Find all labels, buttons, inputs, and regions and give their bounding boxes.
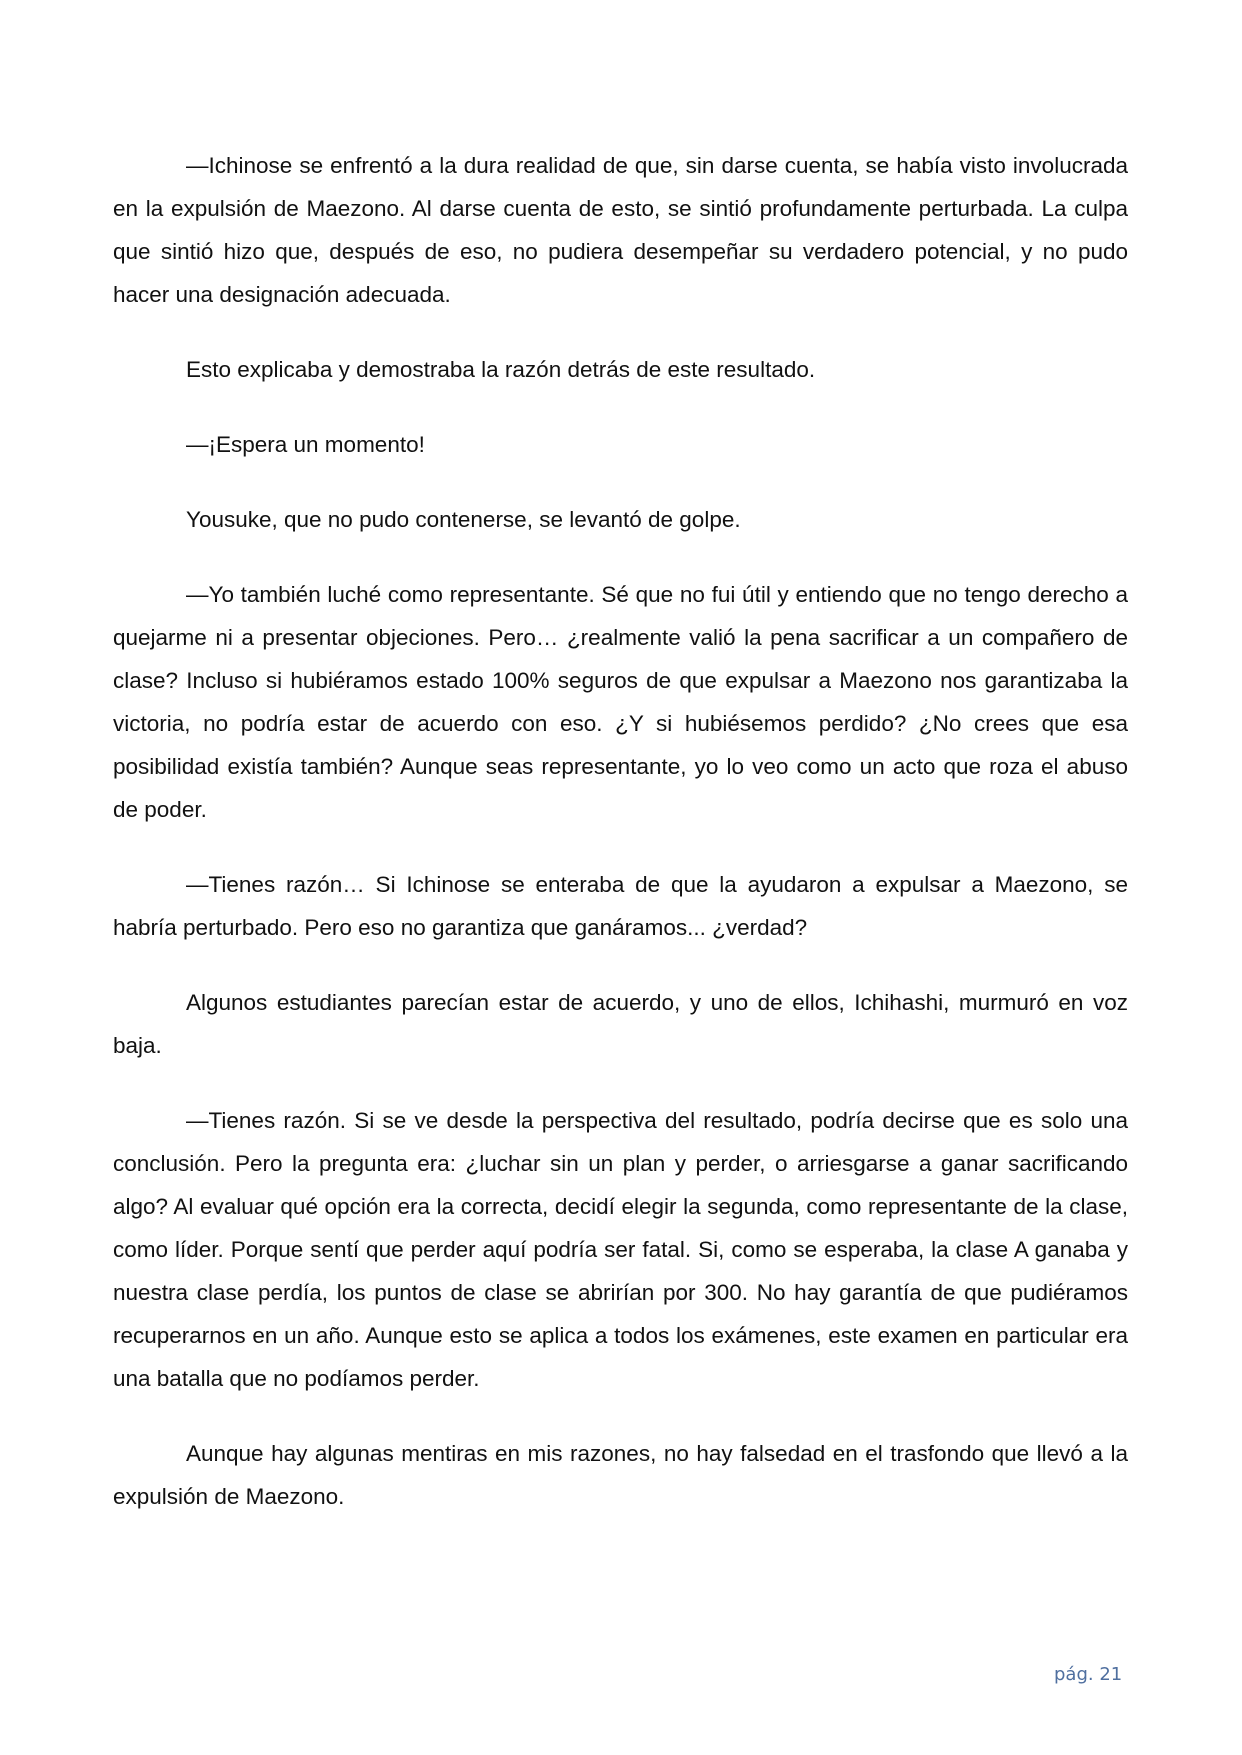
paragraph-conclusion: Aunque hay algunas mentiras en mis razones, no hay falsedad en el trasfondo que llevó a la expulsión de Maezono. [113,1441,1128,1509]
paragraph-agreement: —Tienes razón… Si Ichinose se enteraba de que la ayudaron a expulsar a Maezono, se habría perturbado. Pero eso no garantiza que ganáramos... ¿verdad? [113,872,1128,940]
paragraph-yousuke-stands: Yousuke, que no pudo contenerse, se levantó de golpe. [186,507,741,532]
paragraph-explanation: Esto explicaba y demostraba la razón detrás de este resultado. [186,357,816,382]
paragraph-ichinose-reality: —Ichinose se enfrentó a la dura realidad de que, sin darse cuenta, se había visto involucrada en la expulsión de Maezono. Al darse cuenta de esto, se sintió profundamente perturbada. La culpa que sintió hizo que, después de eso, no pudiera desempeñar su verdadero potencial, y no pudo hacer una designación adecuada. [113,153,1128,307]
paragraph-ichihashi: Algunos estudiantes parecían estar de acuerdo, y uno de ellos, Ichihashi, murmuró en voz baja. [113,990,1128,1058]
paragraph-yousuke-objection: —Yo también luché como representante. Sé que no fui útil y entiendo que no tengo derecho a quejarme ni a presentar objeciones. Pero… ¿realmente valió la pena sacrificar a un compañero de clase? Incluso si hubiéramos estado 100% seguros de que expulsar a Maezono nos garantizaba la victoria, no podría estar de acuerdo con eso. ¿Y si hubiésemos perdido? ¿No crees que esa posibilidad existía también? Aunque seas representante, yo lo veo como un acto que roza el abuso de poder. [113,582,1128,822]
document-body [113,144,1128,1550]
page-number: pág. 21 [1054,1664,1123,1685]
paragraph-wait: —¡Espera un momento! [186,432,425,457]
paragraph-reasoning: —Tienes razón. Si se ve desde la perspectiva del resultado, podría decirse que es solo una conclusión. Pero la pregunta era: ¿luchar sin un plan y perder, o arriesgarse a ganar sacrificando algo? Al evaluar qué opción era la correcta, decidí elegir la segunda, como representante de la clase, como líder. Porque sentí que perder aquí podría ser fatal. Si, como se esperaba, la clase A ganaba y nuestra clase perdía, los puntos de clase se abrirían por 300. No hay garantía de que pudiéramos recuperarnos en un año. Aunque esto se aplica a todos los exámenes, este examen en particular era una batalla que no podíamos perder. [113,1108,1128,1391]
